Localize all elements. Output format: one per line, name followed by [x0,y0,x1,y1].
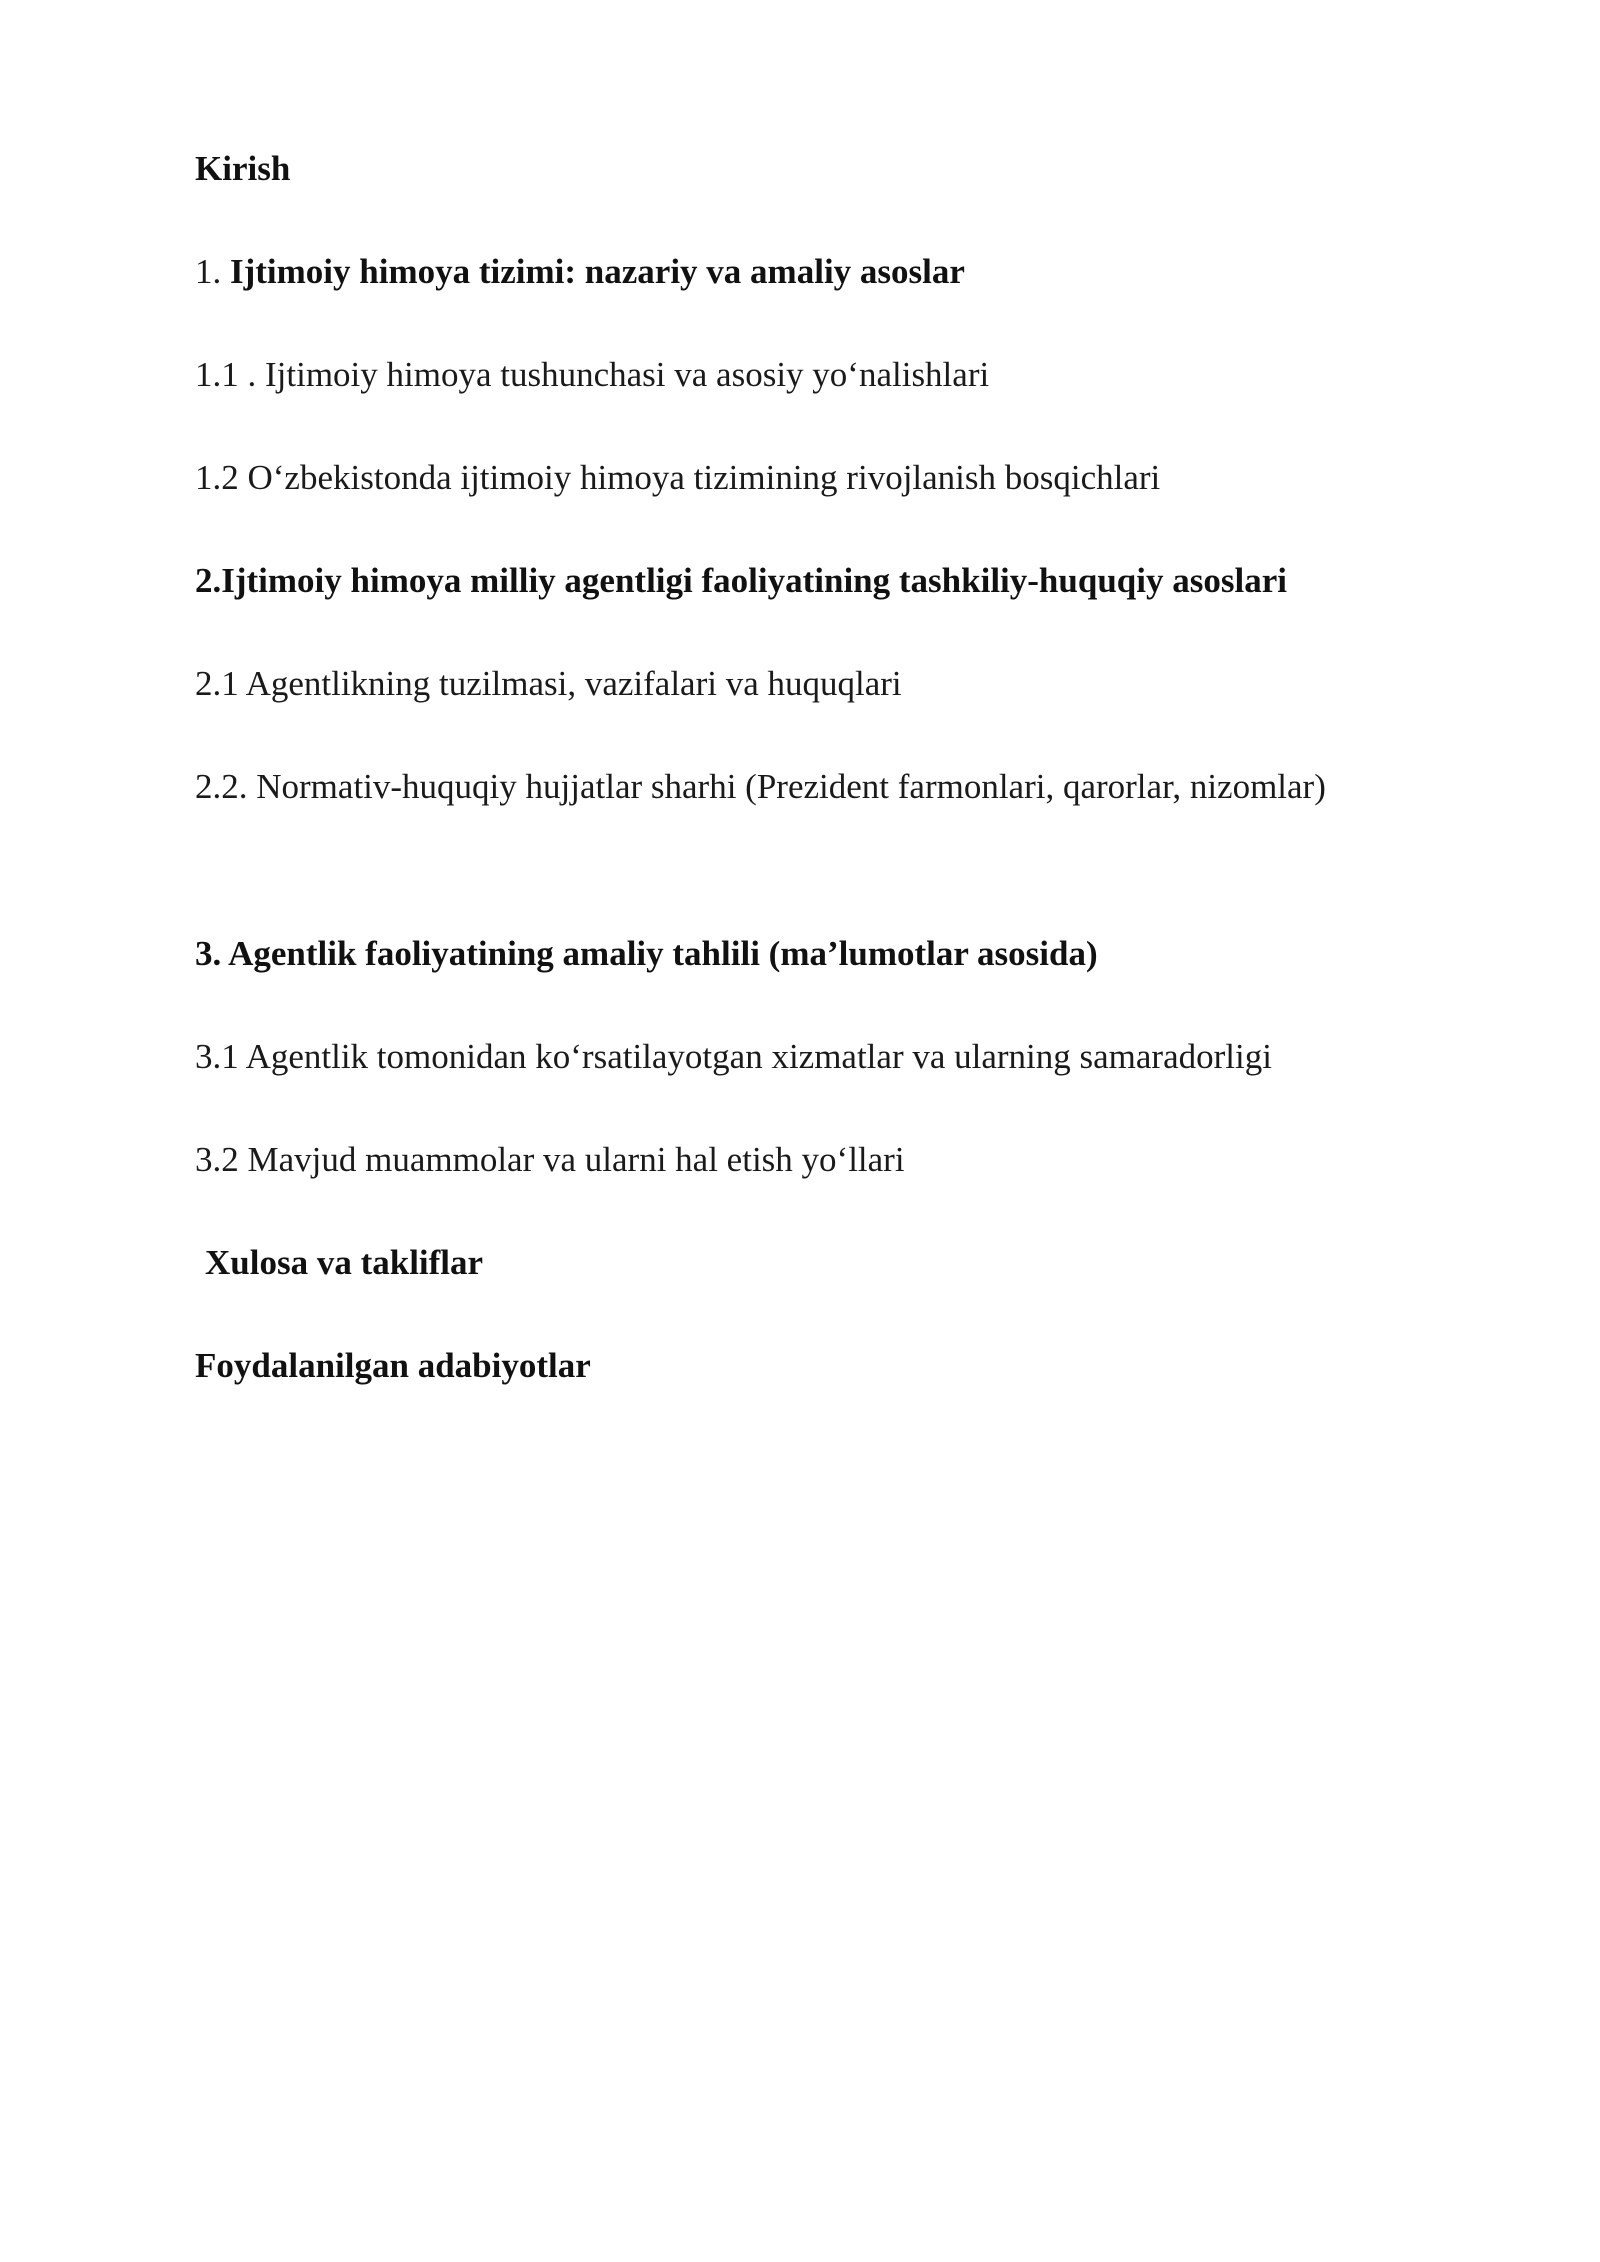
toc-section-1-2: 1.2 O‘zbekistonda ijtimoiy himoya tizimining rivojlanish bosqichlari [195,458,1161,497]
toc-kirish: Kirish [195,149,291,188]
toc-section-1 [195,240,1410,343]
toc-section-2-2: 2.2. Normativ-huquqiy hujjatlar sharhi (Prezident farmonlari, qarorlar, nizomlar) [195,767,1326,806]
toc-adabiyotlar: Foydalanilgan adabiyotlar [195,1346,591,1385]
toc-section-3: 3. Agentlik faoliyatining amaliy tahlili (ma’lumotlar asosida) [195,934,1098,973]
toc-section-1-number: 1. [195,252,222,291]
toc-section-3-2: 3.2 Mavjud muammolar va ularni hal etish yo‘llari [195,1140,905,1179]
toc-section-3-1: 3.1 Agentlik tomonidan ko‘rsatilayotgan xizmatlar va ularning samaradorligi [195,1037,1272,1076]
toc-section-2: 2.Ijtimoiy himoya milliy agentligi faoliyatining tashkiliy-huquqiy asoslari [195,561,1287,600]
table-of-contents [195,137,1410,1437]
toc-xulosa: Xulosa va takliflar [205,1243,484,1282]
toc-section-2-1: 2.1 Agentlikning tuzilmasi, vazifalari va huquqlari [195,664,902,703]
toc-section-1-1: 1.1 . Ijtimoiy himoya tushunchasi va asosiy yo‘nalishlari [195,355,990,394]
toc-section-1-title: Ijtimoiy himoya tizimi: nazariy va amaliy asoslar [230,252,965,291]
